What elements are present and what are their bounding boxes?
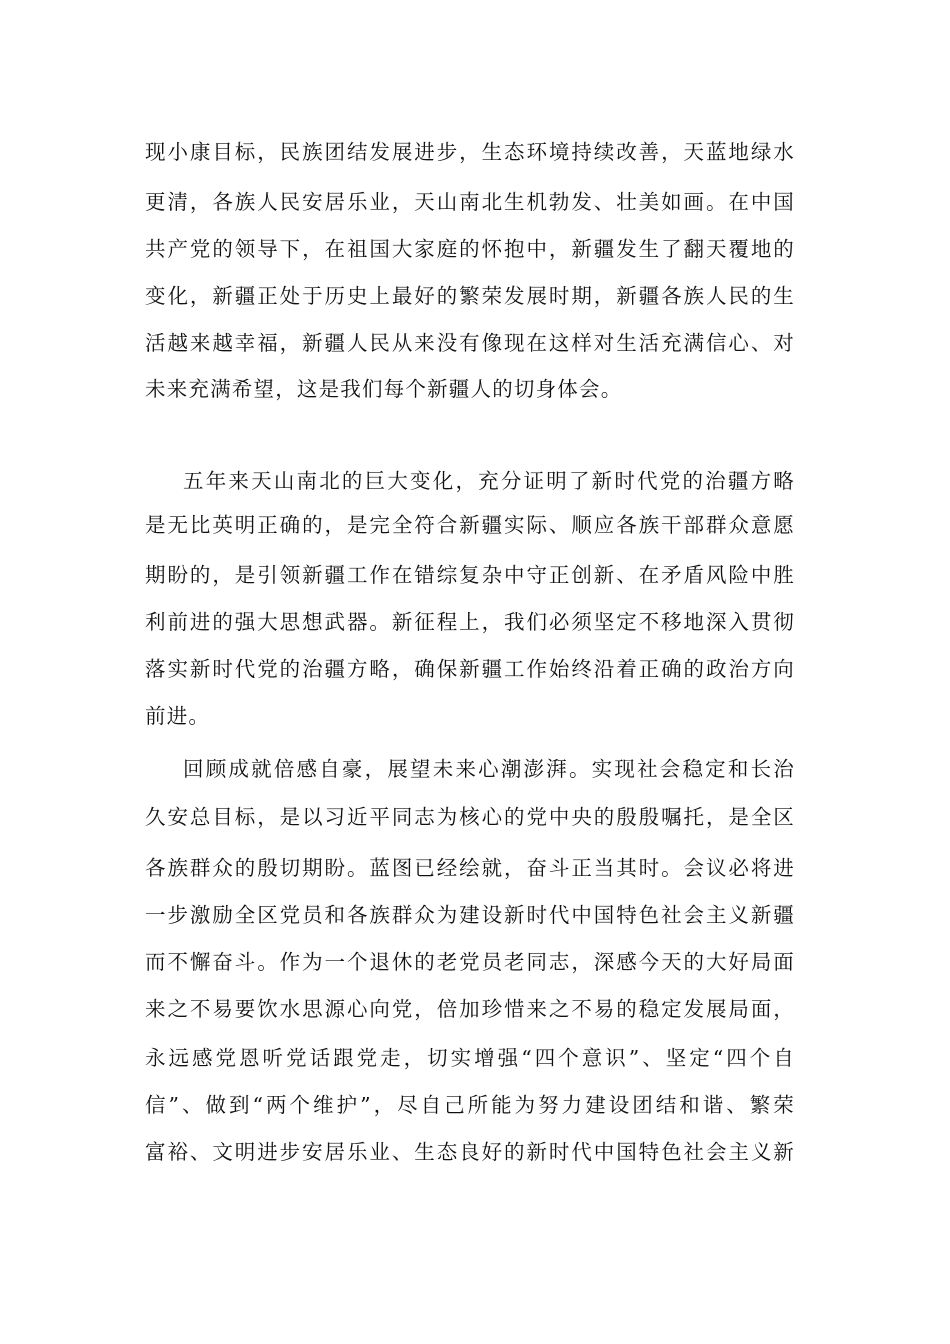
paragraph-line: 现小康目标，民族团结发展进步，生态环境持续改善，天蓝地绿水 <box>145 140 795 164</box>
paragraph-line: 未来充满希望，这是我们每个新疆人的切身体会。 <box>145 377 623 401</box>
paragraph-line: 期盼的，是引领新疆工作在错综复杂中守正创新、在矛盾风险中胜 <box>145 563 795 587</box>
paragraph-line: 变化，新疆正处于历史上最好的繁荣发展时期，新疆各族人民的生 <box>145 284 795 308</box>
paragraph-line: 富裕、文明进步安居乐业、生态良好的新时代中国特色社会主义新 <box>145 1140 795 1164</box>
paragraph-line: 是无比英明正确的，是完全符合新疆实际、顺应各族干部群众意愿 <box>145 513 795 537</box>
paragraph-line: 共产党的领导下，在祖国大家庭的怀抱中，新疆发生了翻天覆地的 <box>145 237 795 261</box>
paragraph-line: 落实新时代党的治疆方略，确保新疆工作始终沿着正确的政治方向 <box>145 657 795 681</box>
paragraph-line: 更清，各族人民安居乐业，天山南北生机勃发、壮美如画。在中国 <box>145 190 795 214</box>
paragraph-line: 信”、做到“两个维护”，尽自己所能为努力建设团结和谐、繁荣 <box>145 1093 795 1117</box>
paragraph-line: 五年来天山南北的巨大变化，充分证明了新时代党的治疆方略 <box>183 469 795 493</box>
paragraph-line: 一步激励全区党员和各族群众为建设新时代中国特色社会主义新疆 <box>145 903 795 927</box>
paragraph-line: 各族群众的殷切期盼。蓝图已经绘就，奋斗正当其时。会议必将进 <box>145 856 795 880</box>
paragraph-line: 回顾成就倍感自豪，展望未来心潮澎湃。实现社会稳定和长治 <box>183 757 795 781</box>
paragraph-line: 永远感党恩听党话跟党走，切实增强“四个意识”、坚定“四个自 <box>145 1046 795 1070</box>
paragraph-line: 来之不易要饮水思源心向党，倍加珍惜来之不易的稳定发展局面， <box>145 997 795 1021</box>
paragraph-line: 前进。 <box>145 704 211 728</box>
paragraph-line: 久安总目标，是以习近平同志为核心的党中央的殷殷嘱托，是全区 <box>145 805 795 829</box>
paragraph-line: 活越来越幸福，新疆人民从来没有像现在这样对生活充满信心、对 <box>145 331 795 355</box>
paragraph-line: 利前进的强大思想武器。新征程上，我们必须坚定不移地深入贯彻 <box>145 610 795 634</box>
paragraph-line: 而不懈奋斗。作为一个退休的老党员老同志，深感今天的大好局面 <box>145 950 795 974</box>
